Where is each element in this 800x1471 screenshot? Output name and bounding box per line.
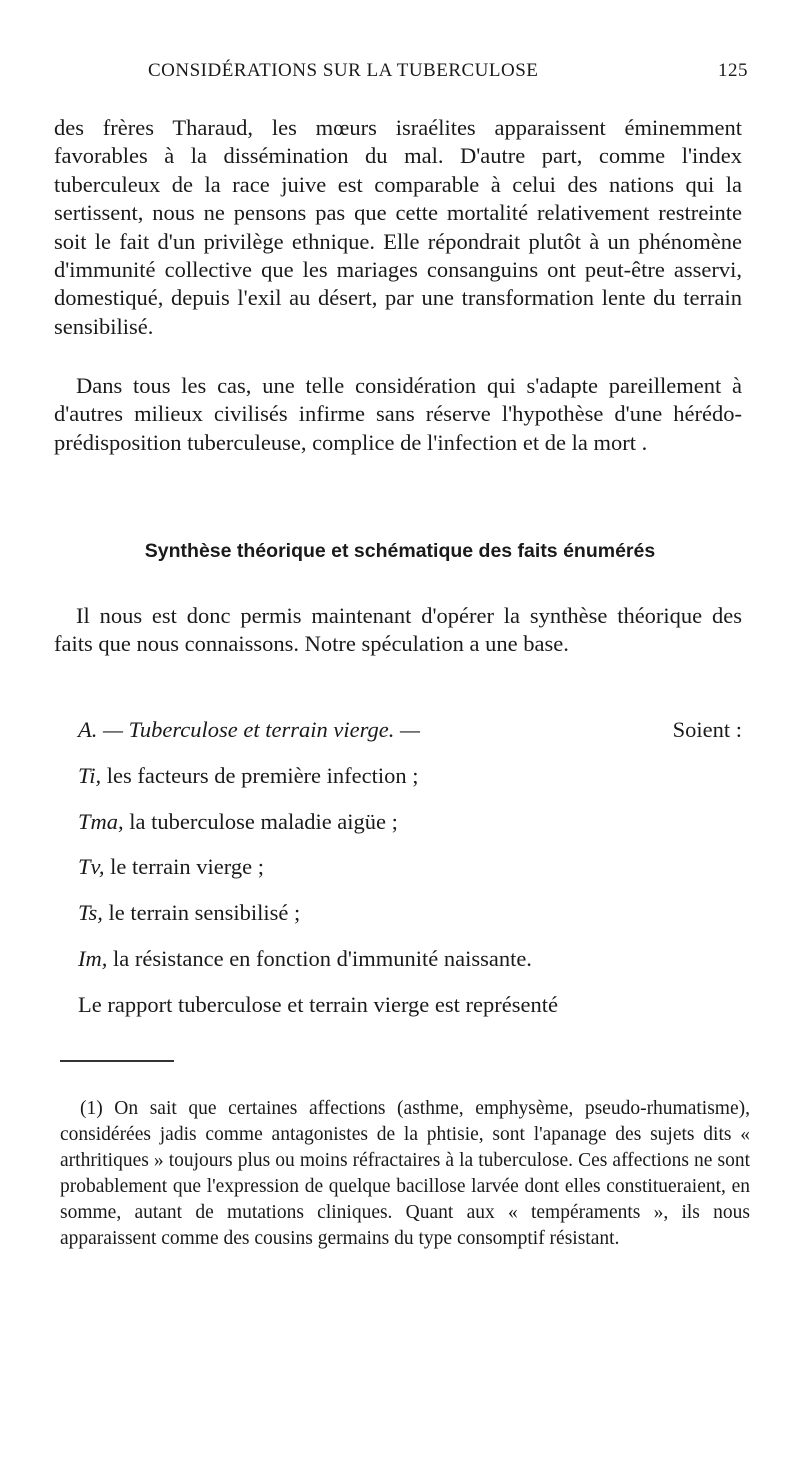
symbol-tv: Tv, (78, 854, 105, 879)
symbol-ts: Ts, (78, 900, 103, 925)
heading-a-soient: Soient : (672, 717, 742, 742)
definition-heading-a (78, 716, 742, 744)
running-title: CONSIDÉRATIONS SUR LA TUBERCULOSE (148, 60, 539, 81)
paragraph-conclusion (54, 372, 742, 457)
definition-text: la tuberculose maladie aigüe ; (129, 809, 398, 834)
section-title: Synthèse théorique et schématique des faits énumérés (144, 540, 656, 562)
paragraph-text: des frères Tharaud, les mœurs israélites apparaissent éminemment favorables à la dissémination du mal. D'autre part, comme l'index tuberculeux de la race juive est comparable à celui des nations qui la sertissent, nous ne pensons pas que cette mortalité relativement restreinte soit le fait d'un privilège ethnique. Elle répondrait plutôt à un phénomène d'immunité collective que les mariages consanguins ont peut-être asservi, domestiqué, depuis l'exil au désert, par une transformation lente du terrain sensibilisé. (54, 115, 742, 339)
definition-text: le terrain vierge ; (110, 854, 264, 879)
definition-ts (78, 899, 742, 927)
definition-text: le terrain sensibilisé ; (108, 900, 301, 925)
running-header (148, 60, 748, 82)
definition-text: les facteurs de première infection ; (106, 763, 419, 788)
paragraph-rapport (78, 991, 742, 1019)
footnote (60, 1096, 750, 1252)
paragraph-text: Il nous est donc permis maintenant d'opérer la synthèse théorique des faits que nous connaissons. Notre spéculation a une base. (54, 603, 742, 657)
paragraph-text: Dans tous les cas, une telle considération qui s'adapte pareillement à d'autres milieux civilisés infirme sans réserve l'hypothèse d'une hérédo-prédisposition tuberculeuse, complice de l'infection et de la mort . (54, 373, 742, 455)
paragraph-text: Le rapport tuberculose et terrain vierge est représenté (78, 992, 558, 1017)
symbol-im: Im, (78, 946, 108, 971)
symbol-ti: Ti, (78, 763, 102, 788)
page-number: 125 (718, 60, 748, 81)
footnote-separator (60, 1060, 174, 1062)
definition-tv (78, 853, 742, 881)
definition-ti (78, 762, 742, 790)
footnote-text: (1) On sait que certaines affections (asthme, emphysème, pseudo-rhumatisme), considérées jadis comme antagonistes de la phtisie, sont l'apanage des sujets dits « arthritiques » toujours plus ou moins réfractaires à la tuberculose. Ces affections ne sont probablement que l'expression de quelque bacillose larvée dont elles constitueraient, en somme, autant de mutations cliniques. Quant aux « tempéraments », ils nous apparaissent comme des cousins germains du type consomptif résistant. (60, 1098, 750, 1249)
definition-tma (78, 808, 742, 836)
definition-im (78, 945, 742, 973)
paragraph-continued (54, 114, 742, 341)
symbol-tma: Tma, (78, 809, 124, 834)
paragraph-synthesis-intro (54, 602, 742, 659)
heading-a-label: A. — Tuberculose et terrain vierge. — (78, 717, 421, 742)
definition-text: la résistance en fonction d'immunité naissante. (113, 946, 532, 971)
